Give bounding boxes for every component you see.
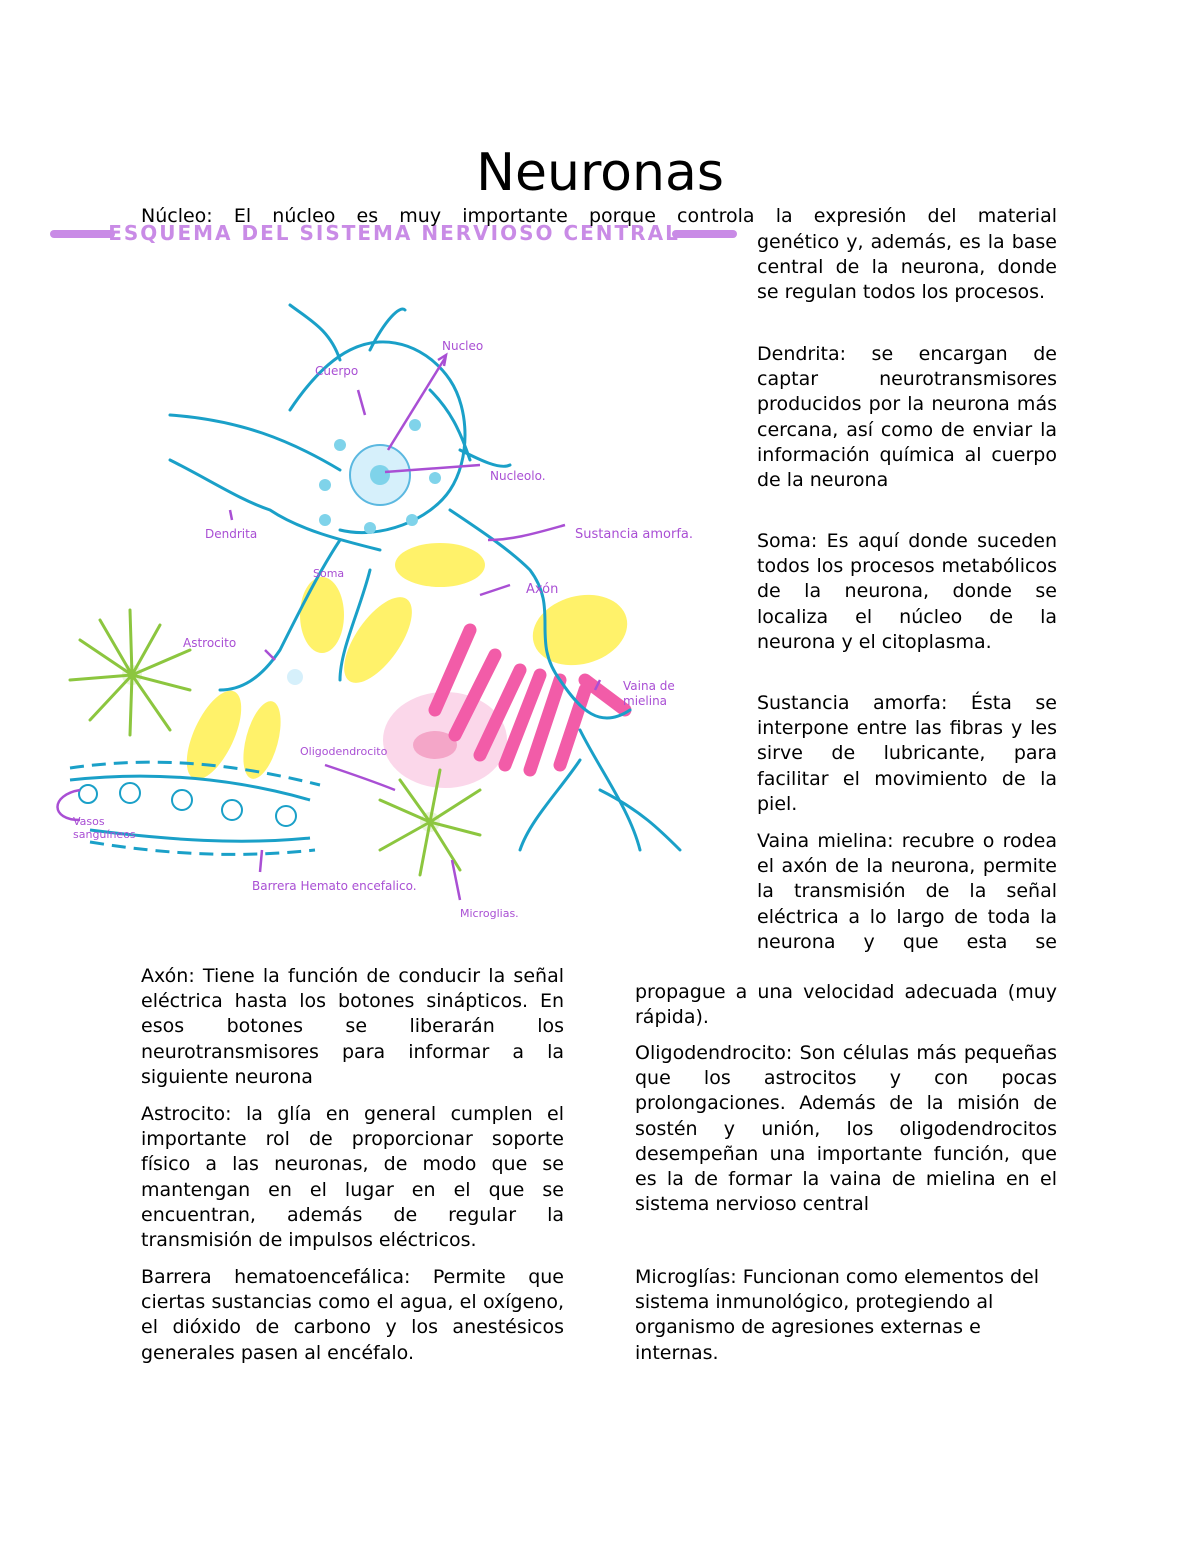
label-oligodendrocito: Oligodendrocito [300, 745, 388, 758]
nucleo-first-line: Núcleo: El núcleo es muy importante porque controla la expresión del material [141, 205, 1057, 227]
sustancia-paragraph: Sustancia amorfa: Ésta se interpone entre las fibras y les sirve de lubricante, para facilitar el movimiento de la piel. [757, 692, 1057, 815]
label-axon: Axón [526, 582, 559, 597]
page-title: Neuronas [476, 143, 724, 203]
nucleo-paragraph: genético y, además, es la base central de la neurona, donde se regulan todos los procesos. [757, 231, 1057, 304]
label-vaina-1: Vaina de [623, 679, 675, 693]
label-vaina-2: mielina [623, 694, 668, 708]
label-astrocito: Astrocito [183, 636, 237, 650]
label-microglias: Microglias. [460, 907, 519, 920]
diagram-heading-text: ESQUEMA DEL SISTEMA NERVIOSO CENTRAL [108, 221, 680, 245]
astrocito-paragraph: Astrocito: la glía en general cumplen el importante rol de proporcionar soporte físico a las neuronas, de modo que se mantengan en el lugar en el que se encuentran, además de regular la transmisión de impulsos eléctricos. [141, 1103, 564, 1252]
vaina-paragraph-continued: propague a una velocidad adecuada (muy rápida). [635, 981, 1057, 1029]
astrocyte-body [287, 669, 303, 685]
label-cuerpo: Cuerpo [315, 364, 359, 378]
label-sustancia-amorfa: Sustancia amorfa. [575, 527, 694, 542]
neuron-diagram [40, 210, 760, 930]
vaina-paragraph: Vaina mielina: recubre o rodea el axón de la neurona, permite la transmisión de la señal eléctrica a lo largo de toda la neurona y que esta se [757, 830, 1057, 953]
label-soma: Soma [313, 567, 345, 580]
label-dendrita: Dendrita [205, 527, 258, 541]
dendrita-paragraph: Dendrita: se encargan de captar neurotransmisores producidos por la neurona más cercana, así como de enviar la información química al cuerpo de la neurona [757, 343, 1057, 492]
oligodendrocito-paragraph: Oligodendrocito: Son células más pequeñas que los astrocitos y con pocas prolongaciones. Además de la misión de sostén y unión, los oligodendrocitos desempeñan una importante función, que es la de formar la vaina de mielina en el sistema nervioso central [635, 1042, 1057, 1216]
label-vasos-1: Vasos [73, 815, 105, 828]
astrocyte-left [70, 610, 190, 735]
label-barrera: Barrera Hemato encefalico. [252, 879, 417, 893]
label-vasos-2: sanguíneos [73, 828, 136, 841]
nucleolus [370, 465, 390, 485]
label-nucleo: Nucleo [442, 339, 484, 353]
axon-paragraph: Axón: Tiene la función de conducir la señal eléctrica hasta los botones sinápticos. En esos botones se liberarán los neurotransmisores para informar a la siguiente neurona [141, 965, 564, 1088]
soma-paragraph: Soma: Es aquí donde suceden todos los procesos metabólicos de la neurona, donde se localiza el núcleo de la neurona y el citoplasma. [757, 530, 1057, 653]
label-nucleolo: Nucleolo. [490, 469, 546, 483]
microglias-paragraph: Microglías: Funcionan como elementos del sistema inmunológico, protegiendo al organismo de agresiones externas e internas. [635, 1266, 1040, 1364]
barrera-paragraph: Barrera hematoencefálica: Permite que ciertas sustancias como el agua, el oxígeno, el dióxido de carbono y los anestésicos generales pasen al encéfalo. [141, 1266, 564, 1364]
